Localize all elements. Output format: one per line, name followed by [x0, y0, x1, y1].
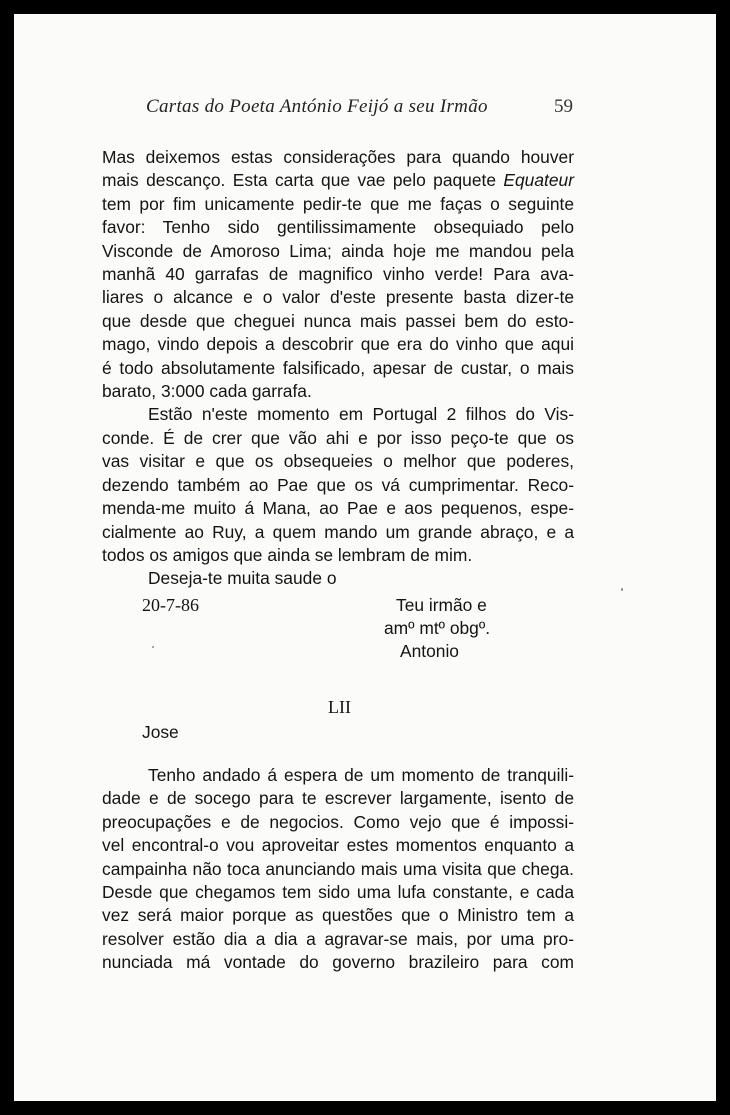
text-line: cialmente ao Ruy, a quem mando um grande abraço, e a: [102, 521, 574, 542]
signature-name: Antonio: [400, 641, 459, 661]
text-line: que desde que cheguei nunca mais passei bem do esto-: [102, 310, 574, 331]
text-line: vas visitar e que os obsequeies o melhor que poderes,: [102, 451, 574, 472]
text-line: nunciada má vontade do governo brazileiro para com: [102, 952, 574, 973]
ship-name: Equateur: [503, 170, 574, 191]
paper-speck: [621, 588, 623, 591]
signature-block: [14, 592, 716, 682]
text-line: campainha não toca anunciando mais uma visita que chega.: [102, 858, 574, 879]
closing-line: Deseja-te muita saude o: [148, 568, 337, 589]
text-line: Tenho andado á espera de um momento de tranquili-: [148, 765, 574, 785]
text-line: favor: Tenho sido gentilissimamente obsequiado pelo: [102, 217, 574, 238]
text-line: Mas deixemos estas considerações para quando houver: [102, 147, 574, 167]
text-line: preocupações e de negocios. Como vejo que é impossi-: [102, 811, 574, 832]
text-line: tem por fim unicamente pedir-te que me faças o seguinte: [102, 193, 574, 214]
page-header: [14, 96, 716, 126]
text-line: vez será maior porque as questões que o Ministro tem a: [102, 905, 574, 926]
text-line: menda-me muito á Mana, ao Pae e aos pequenos, espe-: [102, 498, 574, 519]
salutation: Jose: [142, 722, 179, 742]
running-title: Cartas do Poeta António Feijó a seu Irmão: [146, 96, 488, 117]
letter-51-body: [102, 146, 574, 591]
text-line: Estão n'este momento em Portugal 2 filhos do Vis-: [148, 404, 574, 425]
text-line: liares o alcance e o valor d'este presente basta dizer-te: [102, 287, 574, 308]
letter-52-body: [102, 764, 574, 975]
text-line: [102, 169, 574, 192]
text-line-part: mais descanço. Esta carta que vae pelo paquete: [102, 170, 504, 191]
paper-speck: [152, 646, 154, 648]
text-line: vel encontral-o vou aproveitar estes momentos enquanto a: [102, 835, 574, 856]
letter-number: LII: [328, 697, 351, 717]
signature-line: Teu irmão e: [396, 595, 487, 615]
text-line: Desde que chegamos tem sido uma lufa constante, e cada: [102, 882, 574, 903]
letter-date: 20-7-86: [142, 595, 199, 615]
text-line: mago, vindo depois a descobrir que era do vinho que aqui: [102, 334, 574, 355]
text-line: Visconde de Amoroso Lima; ainda hoje me mandou pela: [102, 240, 574, 261]
text-line: é todo absolutamente falsificado, apesar de custar, o mais: [102, 357, 574, 378]
text-line: manhã 40 garrafas de magnifico vinho verde! Para ava-: [102, 264, 574, 285]
text-line: todos os amigos que ainda se lembram de mim.: [102, 544, 473, 565]
text-line: conde. É de crer que vão ahi e por isso peço-te que os: [102, 427, 574, 448]
page-number: 59: [554, 96, 573, 117]
text-line: dade e de socego para te escrever largamente, isento de: [102, 788, 574, 809]
book-page: [14, 14, 716, 1101]
signature-line: amº mtº obgº.: [384, 618, 491, 638]
text-line: dezendo também ao Pae que os vá cumprimentar. Reco-: [102, 474, 574, 495]
text-line: barato, 3:000 cada garrafa.: [102, 381, 312, 402]
text-line: resolver estão dia a dia a agravar-se mais, por uma pro-: [102, 928, 574, 949]
